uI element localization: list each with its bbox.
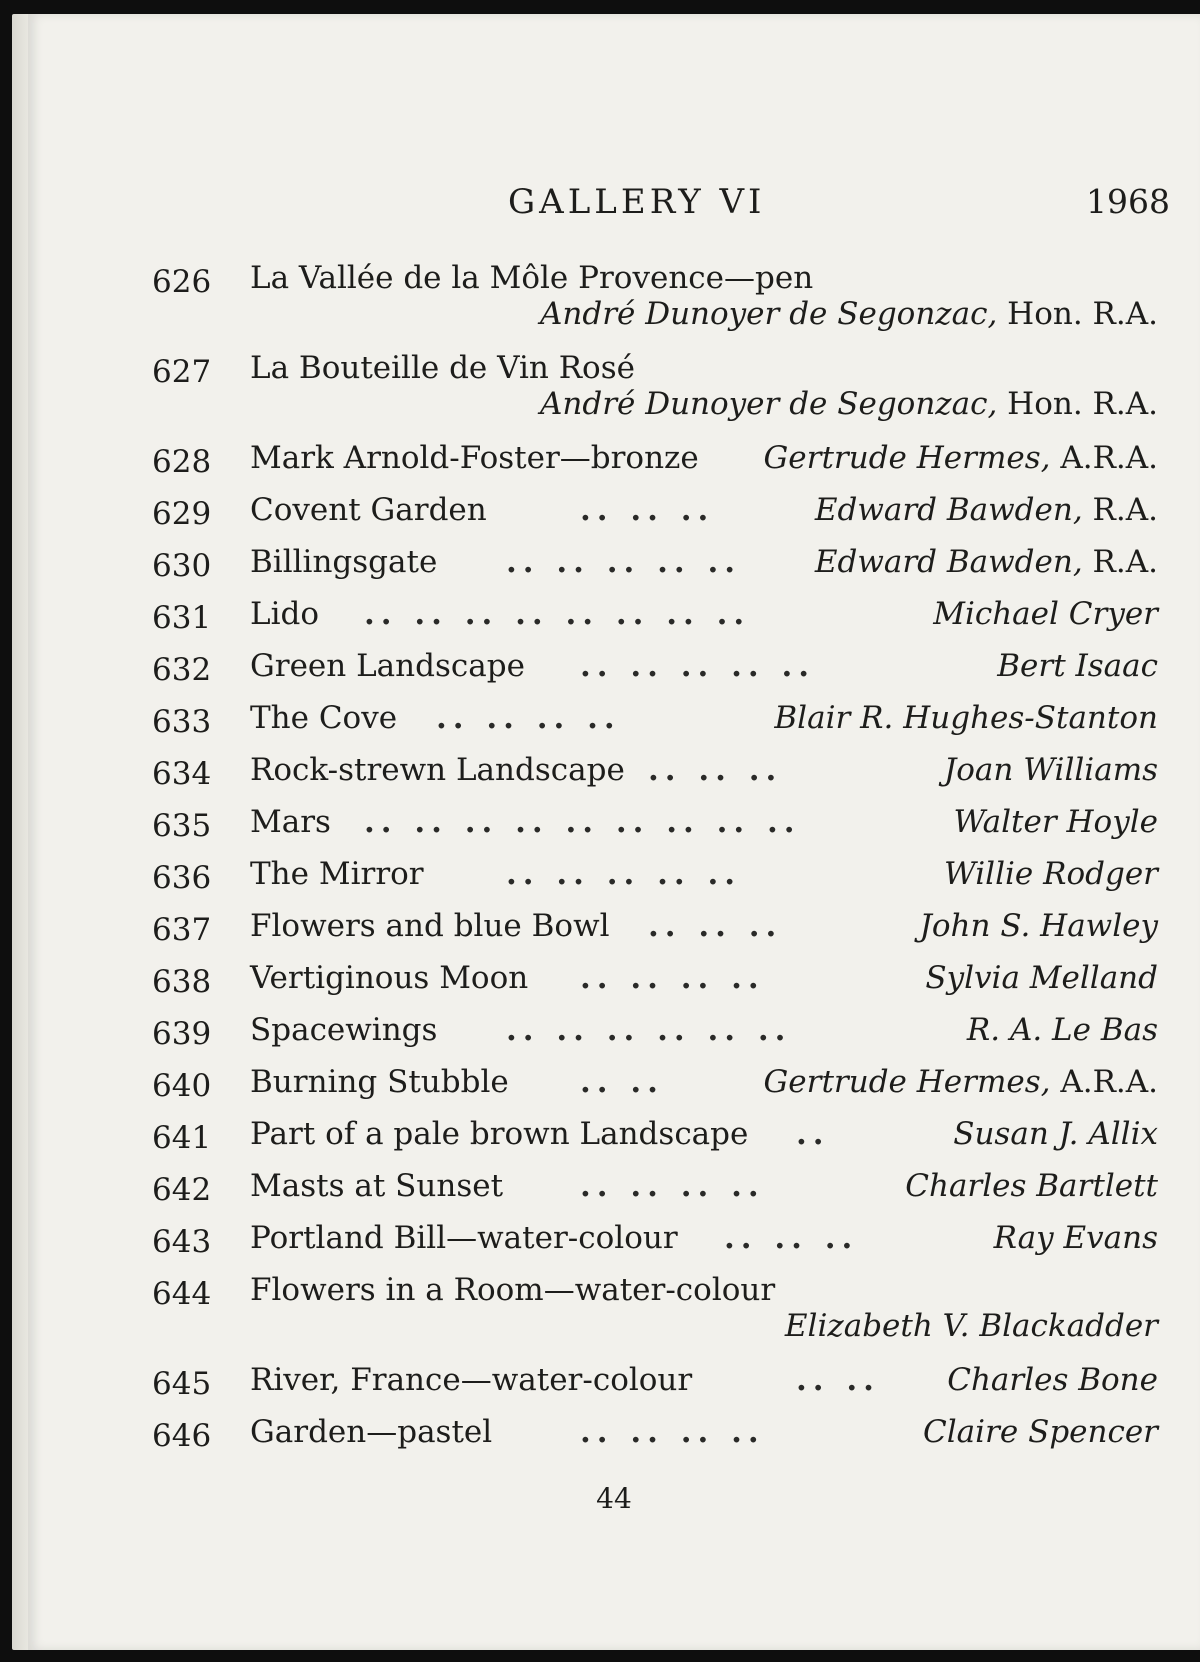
entry-number: 634 [152,756,212,792]
entry-artist: Gertrude Hermes, A.R.A. [763,1064,1158,1100]
gallery-title: GALLERY VI [508,182,766,222]
page-header [28,182,1200,226]
artist-honour: Hon. R.A. [997,296,1158,332]
entry-title: Covent Garden [250,492,487,528]
entry-number: 639 [152,1016,212,1052]
entry-artist: Michael Cryer [933,596,1158,632]
list-item [28,1168,1200,1220]
entry-title: Flowers in a Room—water-colour [250,1272,776,1308]
entry-medium: —water-colour [543,1272,776,1308]
entry-title: Billingsgate [250,544,438,580]
entry-artist: Charles Bone [947,1362,1158,1398]
dot-leader: .. .. .. .. .. .. [506,1012,792,1048]
list-item [28,908,1200,960]
entry-number: 629 [152,496,212,532]
entry-artist: Ray Evans [993,1220,1158,1256]
dot-leader: .. .. .. .. [436,700,621,736]
entry-title: Part of a pale brown Landscape [250,1116,749,1152]
list-item [28,1220,1200,1272]
list-item [28,492,1200,544]
entry-title: River, France—water-colour [250,1362,693,1398]
list-item [28,752,1200,804]
entry-number: 627 [152,354,212,390]
list-item [28,804,1200,856]
entry-artist: Willie Rodger [943,856,1158,892]
entry-artist: Walter Hoyle [953,804,1158,840]
entry-artist: Edward Bawden, R.A. [814,492,1158,528]
entry-number: 635 [152,808,212,844]
entry-artist: John S. Hawley [919,908,1158,944]
dot-leader: .. .. [580,1064,664,1100]
entry-artist: André Dunoyer de Segonzac, Hon. R.A. [540,296,1158,332]
artist-honour: Hon. R.A. [997,386,1158,422]
entry-number: 642 [152,1172,212,1208]
dot-leader: .. .. .. [648,908,783,944]
dot-leader: .. .. .. .. .. [506,856,742,892]
entry-title: Burning Stubble [250,1064,509,1100]
entry-number: 637 [152,912,212,948]
dot-leader: .. .. .. .. .. .. .. .. .. [364,804,801,840]
entry-title: The Cove [250,700,398,736]
entry-number: 636 [152,860,212,896]
entry-title: Portland Bill—water-colour [250,1220,678,1256]
list-item [28,1012,1200,1064]
entry-number: 645 [152,1366,212,1402]
list-item [28,1414,1200,1466]
entry-artist: Elizabeth V. Blackadder [784,1308,1158,1344]
entry-number: 646 [152,1418,212,1454]
entry-title: La Vallée de la Môle Provence—pen [250,260,814,296]
list-item [28,1362,1200,1414]
entry-medium: —water-colour [460,1362,693,1398]
dot-leader: .. .. .. .. [580,960,765,996]
entry-number: 638 [152,964,212,1000]
catalogue-page [28,14,1200,1650]
dot-leader: .. .. .. .. [580,1414,765,1450]
list-item [28,648,1200,700]
entry-title: Vertiginous Moon [250,960,529,996]
entry-title: Mars [250,804,331,840]
entry-number: 628 [152,444,212,480]
entry-artist: Claire Spencer [923,1414,1158,1450]
list-item [28,856,1200,908]
dot-leader: .. .. .. [580,492,715,528]
entry-medium: —water-colour [446,1220,678,1256]
dot-leader: .. .. .. [724,1220,859,1256]
dot-leader: .. .. [796,1362,880,1398]
list-item [28,1064,1200,1116]
artist-honour: R.A. [1082,492,1158,528]
entry-artist: Charles Bartlett [905,1168,1158,1204]
entry-title: Flowers and blue Bowl [250,908,610,944]
entry-title: Mark Arnold-Foster—bronze [250,440,699,476]
list-item [28,350,1200,440]
entry-artist: R. A. Le Bas [966,1012,1158,1048]
entry-artist: Sylvia Melland [925,960,1158,996]
entry-title: Spacewings [250,1012,438,1048]
entry-medium: —pen [724,260,814,296]
entry-title: Lido [250,596,320,632]
entry-medium: —bronze [559,440,699,476]
dot-leader: .. .. .. .. [580,1168,765,1204]
entry-number: 643 [152,1224,212,1260]
entry-artist: Edward Bawden, R.A. [814,544,1158,580]
entry-list [28,260,1200,1466]
entry-medium: —pastel [366,1414,493,1450]
dot-leader: .. .. .. .. .. .. .. .. [364,596,751,632]
entry-title: Masts at Sunset [250,1168,504,1204]
page-number: 44 [596,1482,632,1515]
list-item [28,260,1200,350]
list-item [28,440,1200,492]
entry-number: 644 [152,1276,212,1312]
entry-number: 633 [152,704,212,740]
entry-number: 641 [152,1120,212,1156]
dot-leader: .. [796,1116,830,1152]
artist-honour: A.R.A. [1050,1064,1158,1100]
list-item [28,596,1200,648]
entry-artist: Susan J. Allix [953,1116,1158,1152]
entry-number: 632 [152,652,212,688]
entry-title: Rock-strewn Landscape [250,752,625,788]
dot-leader: .. .. .. .. .. [580,648,816,684]
entry-artist: Joan Williams [943,752,1158,788]
list-item [28,700,1200,752]
entry-artist: Blair R. Hughes-Stanton [774,700,1158,736]
entry-artist: Bert Isaac [997,648,1158,684]
entry-title: The Mirror [250,856,424,892]
entry-artist: Gertrude Hermes, A.R.A. [763,440,1158,476]
list-item [28,1272,1200,1362]
dot-leader: .. .. .. [648,752,783,788]
entry-number: 630 [152,548,212,584]
artist-honour: A.R.A. [1050,440,1158,476]
catalogue-year: 1968 [1086,182,1170,221]
list-item [28,544,1200,596]
entry-title: La Bouteille de Vin Rosé [250,350,635,386]
entry-number: 640 [152,1068,212,1104]
entry-title: Green Landscape [250,648,525,684]
entry-number: 631 [152,600,212,636]
dot-leader: .. .. .. .. .. [506,544,742,580]
artist-honour: R.A. [1082,544,1158,580]
entry-number: 626 [152,264,212,300]
list-item [28,960,1200,1012]
entry-artist: André Dunoyer de Segonzac, Hon. R.A. [540,386,1158,422]
entry-title: Garden—pastel [250,1414,493,1450]
list-item [28,1116,1200,1168]
